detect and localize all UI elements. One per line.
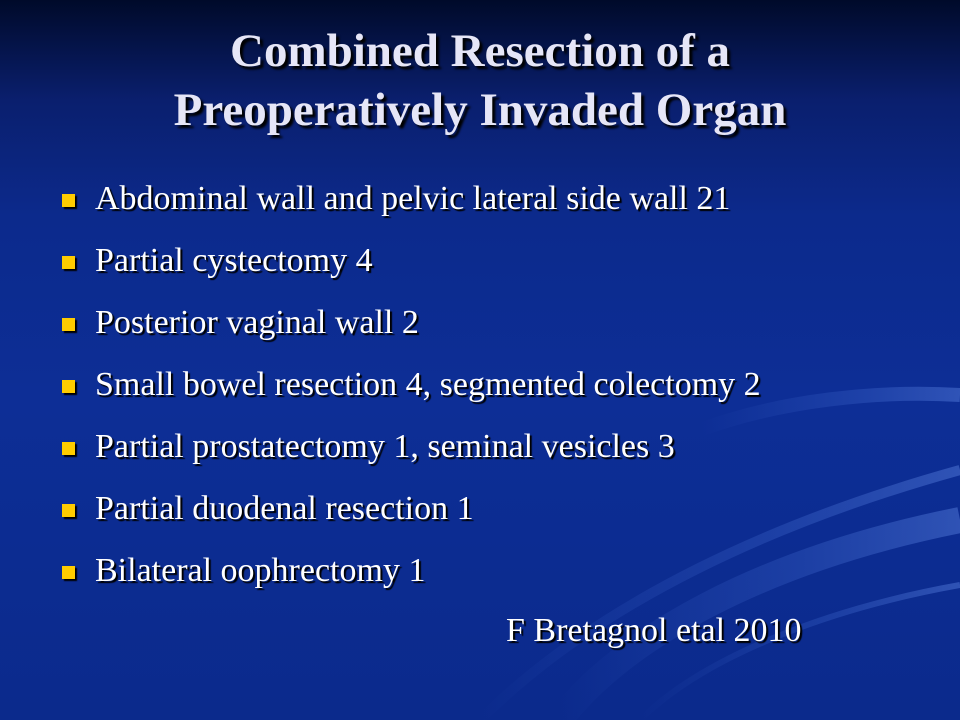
- bullet-item: [62, 424, 942, 486]
- citation: F Bretagnol etal 2010: [506, 612, 802, 649]
- bullet-item: [62, 238, 942, 300]
- bullet-text: Posterior vaginal wall 2: [95, 304, 419, 341]
- bullet-text: Small bowel resection 4, segmented colectomy 2: [95, 366, 761, 403]
- square-bullet-icon: [62, 566, 75, 579]
- bullet-text: Partial prostatectomy 1, seminal vesicles 3: [95, 428, 675, 465]
- bullet-item: [62, 300, 942, 362]
- bullet-item: [62, 176, 942, 238]
- square-bullet-icon: [62, 318, 75, 331]
- slide-title: [40, 22, 920, 140]
- bullet-list: [62, 176, 942, 610]
- bullet-item: [62, 486, 942, 548]
- square-bullet-icon: [62, 256, 75, 269]
- square-bullet-icon: [62, 380, 75, 393]
- bullet-item: [62, 362, 942, 424]
- square-bullet-icon: [62, 504, 75, 517]
- slide-title-line-2: Preoperatively Invaded Organ: [173, 84, 787, 136]
- slide-title-line-1: Combined Resection of a: [230, 25, 730, 77]
- square-bullet-icon: [62, 442, 75, 455]
- bullet-text: Abdominal wall and pelvic lateral side wall 21: [95, 180, 731, 217]
- bullet-item: [62, 548, 942, 610]
- bullet-text: Partial duodenal resection 1: [95, 490, 474, 527]
- bullet-text: Bilateral oophrectomy 1: [95, 552, 426, 589]
- square-bullet-icon: [62, 194, 75, 207]
- bullet-text: Partial cystectomy 4: [95, 242, 373, 279]
